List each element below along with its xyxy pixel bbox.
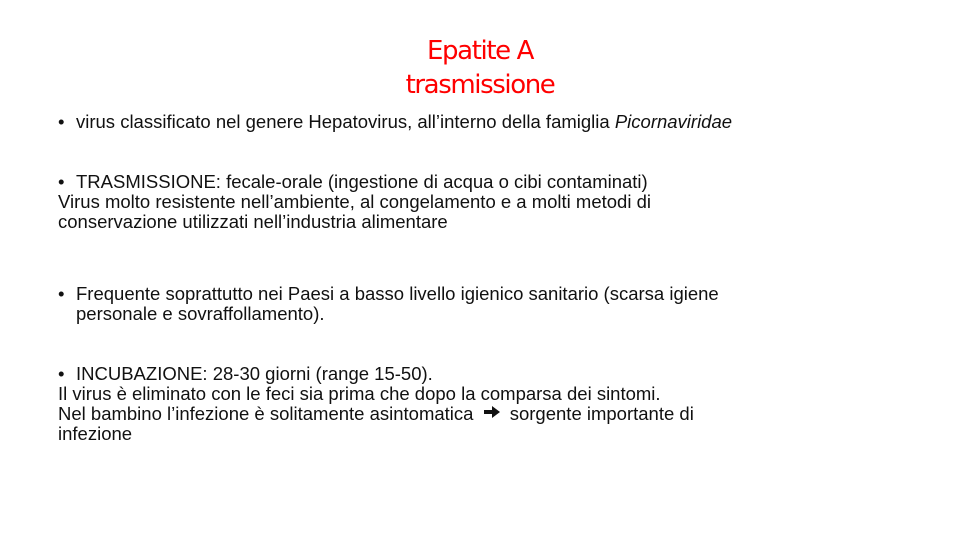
bullet-marker: • [58, 283, 65, 304]
bullet-marker: • [58, 111, 65, 132]
bullet-incubation [58, 364, 694, 444]
paragraph-line: sorgente importante di [504, 403, 694, 424]
bullet-text: INCUBAZIONE: 28-30 giorni (range 15-50). [76, 363, 433, 384]
paragraph-line: Virus molto resistente nell’ambiente, al congelamento e a molti metodi di [58, 191, 651, 212]
title-line-2: trasmissione [405, 70, 555, 100]
title-line-1: Epatite A [427, 36, 533, 66]
paragraph-line: Nel bambino l’infezione è solitamente asintomatica [58, 403, 479, 424]
bullet-marker: • [58, 171, 65, 192]
paragraph-line: personale e sovraffollamento). [76, 303, 325, 324]
bullet-text: TRASMISSIONE: fecale-orale (ingestione di acqua o cibi contaminati) [76, 171, 648, 192]
bullet-virus-classification [58, 112, 732, 132]
slide-title [280, 34, 680, 102]
bullet-text: Frequente soprattutto nei Paesi a basso livello igienico sanitario (scarsa igiene [76, 283, 719, 304]
paragraph-line: infezione [58, 423, 133, 444]
bullet-text: virus classificato nel genere Hepatovirus, all’interno della famiglia [76, 111, 615, 132]
right-arrow-icon [479, 404, 505, 424]
paragraph-line: conservazione utilizzati nell’industria alimentare [58, 211, 448, 232]
family-name-italic: Picornaviridae [614, 111, 733, 132]
paragraph-line: Il virus è eliminato con le feci sia prima che dopo la comparsa dei sintomi. [58, 383, 661, 404]
bullet-marker: • [58, 363, 65, 384]
bullet-transmission [58, 172, 651, 232]
bullet-frequency [58, 284, 719, 324]
